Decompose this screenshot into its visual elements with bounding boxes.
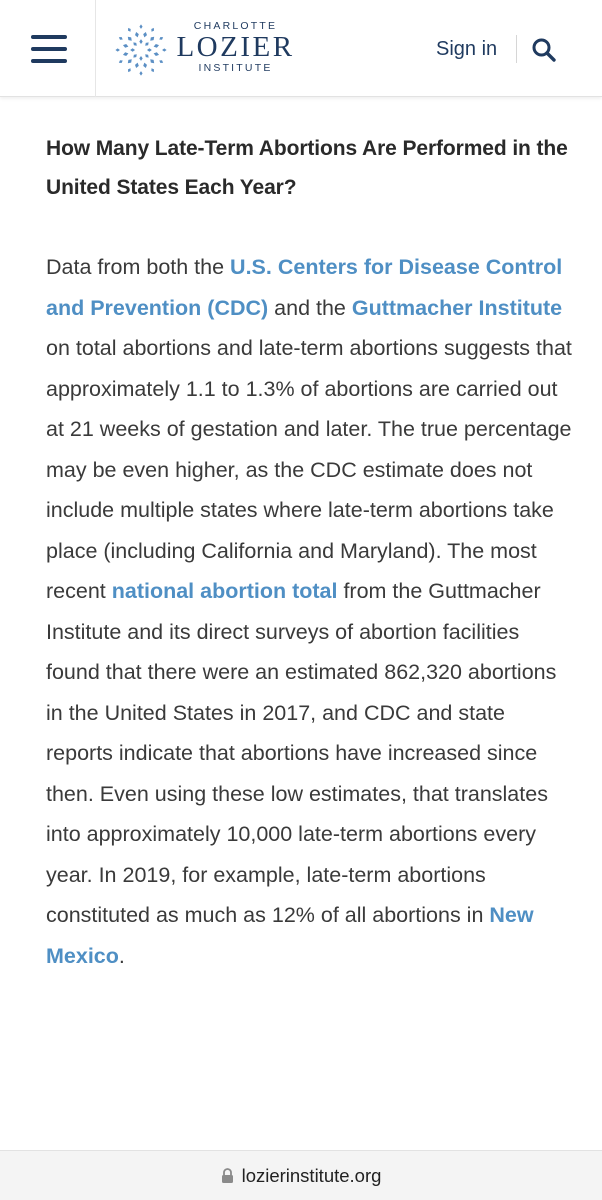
logo-petal — [142, 31, 147, 37]
logo-petal — [118, 59, 123, 64]
logo-petal — [139, 71, 142, 75]
logo-petal — [139, 56, 142, 61]
logo-petal — [142, 62, 147, 68]
logo-petal — [144, 53, 150, 59]
guttmacher-link[interactable]: Guttmacher Institute — [351, 295, 563, 320]
logo-petal — [149, 35, 156, 42]
logo-petal — [162, 48, 166, 51]
site-header — [0, 0, 602, 97]
hamburger-menu-icon[interactable] — [22, 27, 72, 71]
cdc-link[interactable]: U.S. Centers for Disease Control and Prevention (CDC) — [46, 255, 563, 320]
logo-petal — [126, 35, 133, 42]
logo-petal — [158, 59, 163, 64]
menu-line — [31, 59, 67, 63]
logo-petal — [147, 48, 152, 51]
nav-divider — [516, 35, 517, 63]
logo-petal — [149, 58, 156, 65]
logo-petal — [130, 48, 135, 51]
logo-petal — [144, 41, 150, 47]
national-abortion-total-link[interactable]: national abortion total — [111, 579, 338, 603]
logo-petal — [132, 41, 138, 47]
body-text: and the — [268, 295, 352, 320]
logo-petal — [158, 36, 163, 41]
logo-line-lozier: LOZIER — [176, 31, 295, 63]
snowflake-logo-icon — [113, 22, 169, 78]
logo-petal — [115, 48, 119, 51]
logo-line-charlotte: CHARLOTTE — [193, 20, 278, 32]
logo-petal — [127, 67, 132, 72]
new-mexico-link[interactable]: New Mexico — [46, 903, 534, 968]
menu-line — [31, 47, 67, 51]
body-text: on total abortions and late-term abortions suggests that approximately 1.1 to 1.3% of abortions are carried out at 21 weeks of gestation and later. The true percentage may be even higher, as the CDC estimate does not include multiple states where late-term abortions take place (including California and Maryland). The most recent — [46, 336, 572, 603]
sign-in-link[interactable]: Sign in — [436, 38, 498, 60]
logo-petal — [139, 24, 142, 28]
menu-line — [31, 35, 67, 39]
logo-petal — [122, 43, 128, 48]
search-icon[interactable] — [531, 37, 557, 63]
article-heading: How Many Late-Term Abortions Are Performed in the United States Each Year? — [46, 137, 568, 199]
logo-petal — [139, 39, 142, 44]
url-text: lozierinstitute.org — [241, 1164, 382, 1186]
logo-petal — [153, 51, 159, 56]
header-divider — [95, 0, 96, 97]
logo-line-institute: INSTITUTE — [198, 62, 273, 74]
browser-url-bar[interactable] — [0, 1150, 602, 1200]
logo-petal — [153, 43, 159, 48]
article-content — [46, 129, 576, 976]
logo-petal — [126, 58, 133, 65]
logo-petal — [118, 36, 123, 41]
logo-petal — [122, 51, 128, 56]
logo-petal — [134, 62, 139, 68]
logo-petal — [150, 27, 155, 32]
lock-icon — [221, 1168, 234, 1184]
article-paragraph — [46, 247, 576, 976]
logo-petal — [127, 27, 132, 32]
body-text: Data from both the — [46, 255, 231, 279]
logo-petal — [150, 67, 155, 72]
body-text: . — [118, 943, 125, 968]
logo-petal — [134, 31, 139, 37]
site-logo[interactable] — [113, 14, 298, 82]
logo-petal — [132, 53, 138, 59]
body-text: from the Guttmacher Institute and its direct surveys of abortion facilities found that there were an estimated 862,320 abortions in the United States in 2017, and CDC and state reports indicate that abortions have increased since then. Even using these low estimates, that translates into approximately 10,000 late-term abortions every year. In 2019, for example, late-term abortions constituted as much as 12% of all abortions in — [46, 579, 557, 927]
logo-wordmark — [173, 14, 298, 74]
